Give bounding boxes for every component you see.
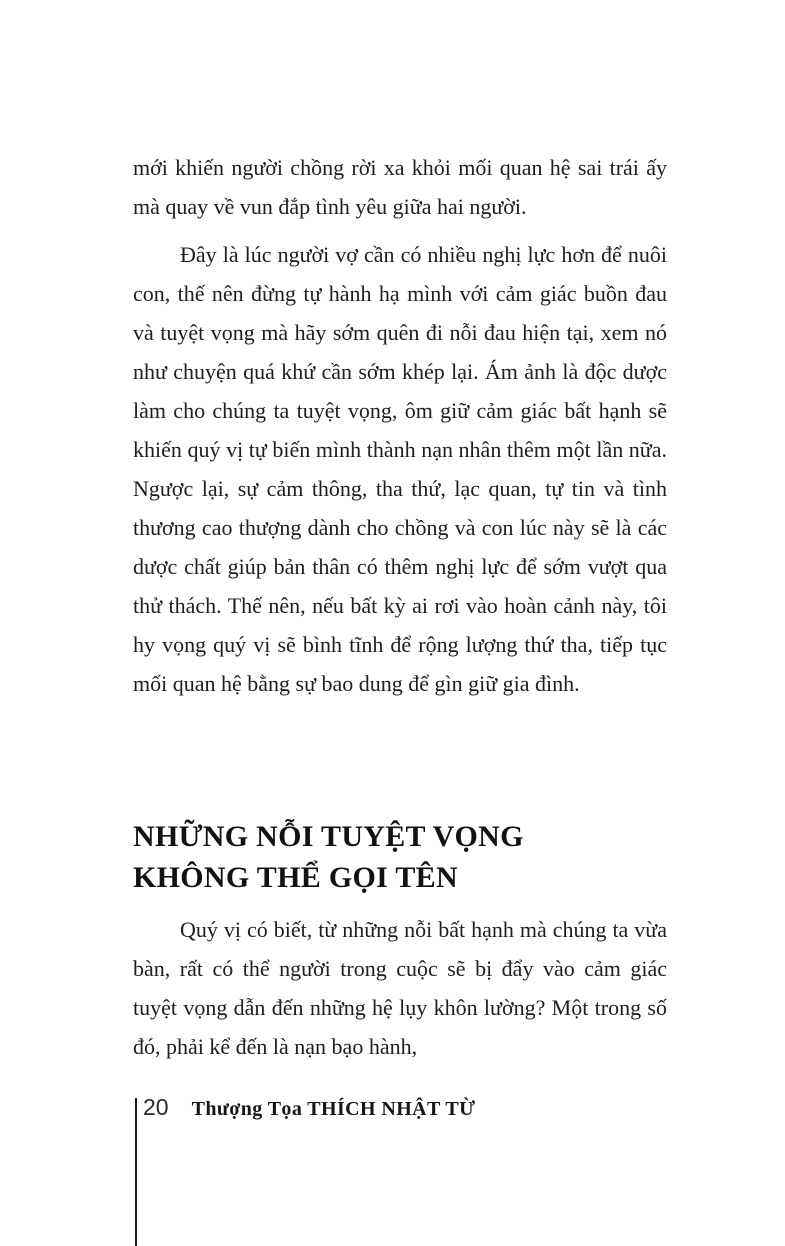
paragraph-despair: Quý vị có biết, từ những nỗi bất hạnh mà chúng ta vừa bàn, rất có thể người trong cuộc sẽ bị đẩy vào cảm giác tuyệt vọng dẫn đến những hệ lụy khôn lường? Một trong số đó, phải kể đến là nạn bạo hành,: [133, 917, 667, 1059]
footer-rule: [135, 1098, 137, 1246]
page-number: 20: [143, 1094, 169, 1120]
section-heading-line-1: NHỮNG NỖI TUYỆT VỌNG: [133, 819, 524, 853]
page-footer: [143, 1094, 475, 1121]
section-heading-line-2: KHÔNG THỂ GỌI TÊN: [133, 860, 458, 894]
paragraph-continued: mới khiến người chồng rời xa khỏi mối quan hệ sai trái ấy mà quay về vun đắp tình yêu giữa hai người.: [133, 155, 667, 219]
running-title-author: Thượng Tọa THÍCH NHẬT TỪ: [191, 1098, 476, 1120]
section-heading: [133, 816, 673, 898]
paragraph-advice: Đây là lúc người vợ cần có nhiều nghị lực hơn để nuôi con, thế nên đừng tự hành hạ mình với cảm giác buồn đau và tuyệt vọng mà hãy sớm quên đi nỗi đau hiện tại, xem nó như chuyện quá khứ cần sớm khép lại. Ám ảnh là độc dược làm cho chúng ta tuyệt vọng, ôm giữ cảm giác bất hạnh sẽ khiến quý vị tự biến mình thành nạn nhân thêm một lần nữa. Ngược lại, sự cảm thông, tha thứ, lạc quan, tự tin và tình thương cao thượng dành cho chồng và con lúc này sẽ là các dược chất giúp bản thân có thêm nghị lực để sớm vượt qua thử thách. Thế nên, nếu bất kỳ ai rơi vào hoàn cảnh này, tôi hy vọng quý vị sẽ bình tĩnh để rộng lượng thứ tha, tiếp tục mối quan hệ bằng sự bao dung để gìn giữ gia đình.: [133, 242, 667, 696]
